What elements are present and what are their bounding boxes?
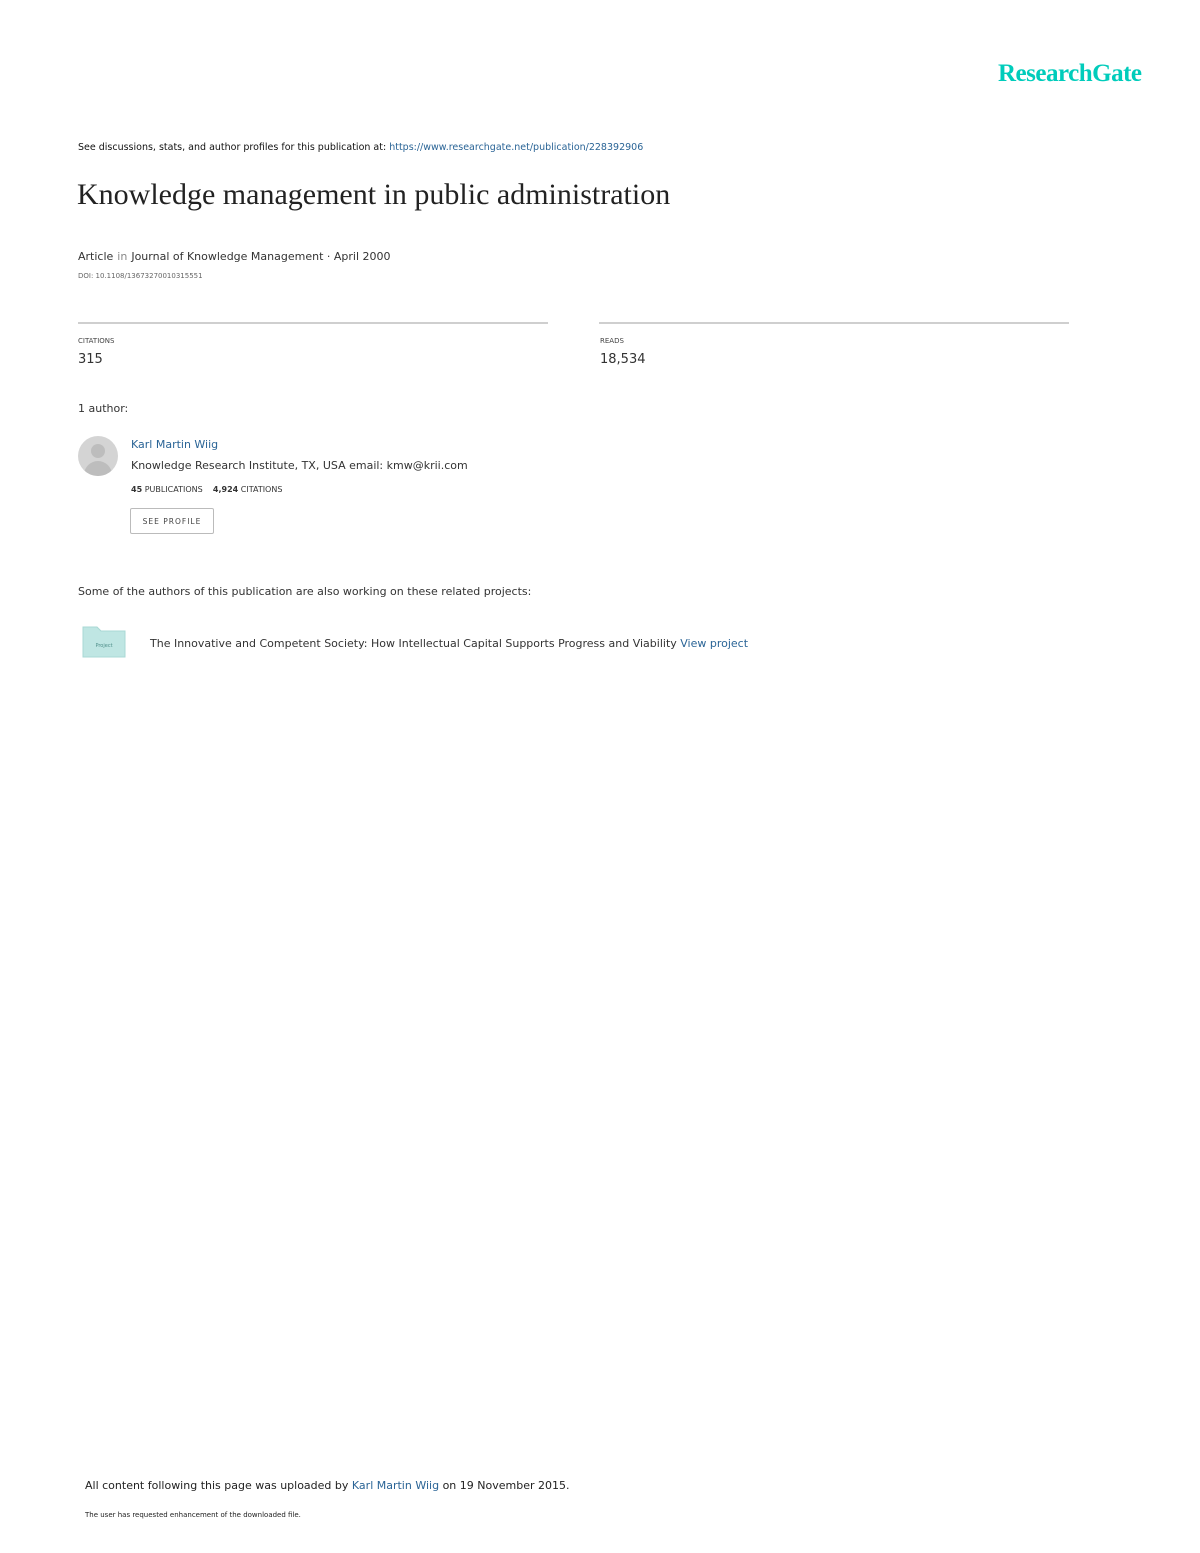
authors-heading: 1 author: (78, 402, 129, 415)
publication-link[interactable]: https://www.researchgate.net/publication/228392906 (389, 142, 644, 153)
author-affiliation: Knowledge Research Institute, TX, USA email: kmw@krii.com (131, 459, 468, 472)
citations-value: 315 (78, 352, 103, 367)
avatar-head-icon (91, 444, 105, 458)
author-citations-count: 4,924 (212, 485, 239, 494)
related-projects-heading: Some of the authors of this publication are also working on these related projects: (78, 585, 532, 598)
reads-divider (599, 322, 1069, 324)
author-publications-count: 45 (131, 485, 143, 494)
upload-prefix: All content following this page was uploaded by (85, 1479, 352, 1492)
reads-value: 18,534 (600, 352, 646, 367)
author-name-link[interactable]: Karl Martin Wiig (131, 438, 219, 451)
project-entry (150, 637, 748, 650)
discussion-text: See discussions, stats, and author profiles for this publication at: (78, 142, 390, 153)
reads-label: READS (600, 337, 624, 345)
folder-label: Project (95, 643, 113, 649)
in-label: in (117, 250, 128, 263)
journal-date: Journal of Knowledge Management · April 2000 (131, 250, 391, 263)
publication-doi: DOI: 10.1108/13673270010315551 (78, 272, 203, 280)
project-title: The Innovative and Competent Society: How Intellectual Capital Supports Progress and Viability (150, 637, 681, 650)
author-publications-label: PUBLICATIONS (144, 485, 203, 494)
uploader-link[interactable]: Karl Martin Wiig (351, 1479, 440, 1492)
upload-notice (85, 1479, 569, 1492)
researchgate-logo: ResearchGate (998, 60, 1142, 87)
project-folder-icon (82, 624, 126, 658)
publication-meta (78, 250, 391, 263)
avatar-body-icon (84, 461, 112, 476)
publication-title: Knowledge management in public administration (77, 178, 671, 211)
citations-label: CITATIONS (78, 337, 115, 345)
discussion-line (78, 142, 643, 153)
author-stats (131, 485, 282, 494)
see-profile-button[interactable]: SEE PROFILE (130, 508, 214, 534)
upload-suffix: on 19 November 2015. (439, 1479, 570, 1492)
author-citations-label: CITATIONS (240, 485, 283, 494)
avatar[interactable] (78, 436, 118, 476)
publication-type: Article (78, 250, 114, 263)
enhancement-note: The user has requested enhancement of the downloaded file. (85, 1511, 301, 1519)
citations-divider (78, 322, 548, 324)
view-project-link[interactable]: View project (680, 637, 749, 650)
